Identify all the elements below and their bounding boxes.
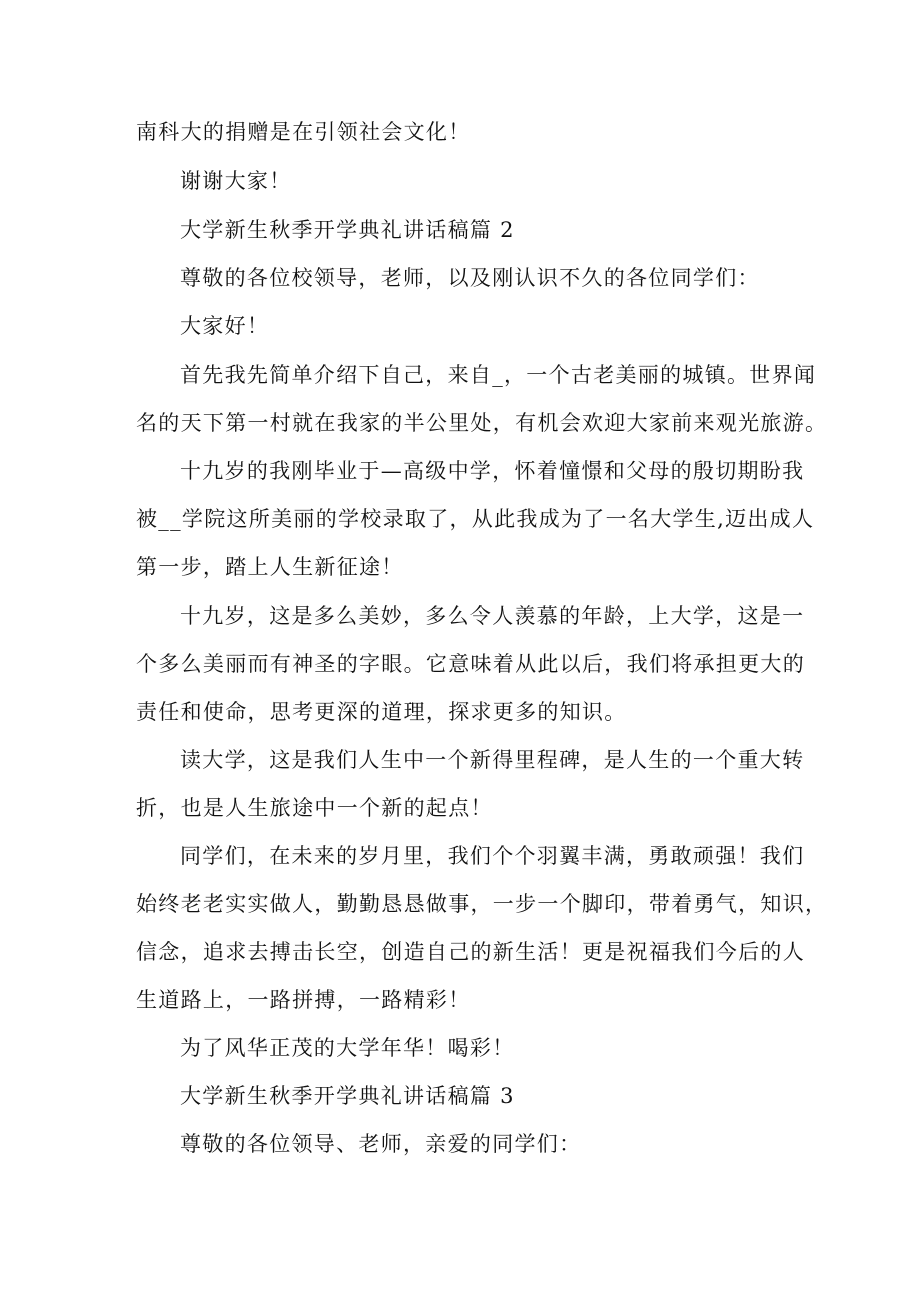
paragraph-line: 始终老老实实做人，勤勤恳恳做事，一步一个脚印，带着勇气，知识， — [136, 892, 828, 916]
paragraph-line: 被__学院这所美丽的学校录取了，从此我成为了一名大学生,迈出成人 — [136, 507, 815, 531]
paragraph-line: 折，也是人生旅途中一个新的起点！ — [136, 796, 493, 820]
salutation: 尊敬的各位领导、老师，亲爱的同学们： — [180, 1132, 582, 1156]
greeting: 大家好！ — [180, 314, 270, 338]
paragraph-line: 十九岁的我刚毕业于—高级中学，怀着憧憬和父母的殷切期盼我 — [180, 459, 805, 483]
paragraph-line: 生道路上，一路拼搏，一路精彩！ — [136, 988, 471, 1012]
paragraph-line: 为了风华正茂的大学年华！喝彩！ — [180, 1036, 515, 1060]
paragraph-line: 个多么美丽而有神圣的字眼。它意味着从此以后，我们将承担更大的 — [136, 652, 805, 676]
paragraph-line: 读大学，这是我们人生中一个新得里程碑，是人生的一个重大转 — [180, 748, 805, 772]
section-heading: 大学新生秋季开学典礼讲话稿篇 2 — [180, 218, 515, 242]
salutation: 尊敬的各位校领导，老师，以及刚认识不久的各位同学们： — [180, 266, 760, 290]
paragraph-line: 名的天下第一村就在我家的半公里处，有机会欢迎大家前来观光旅游。 — [136, 411, 828, 435]
paragraph-line: 谢谢大家！ — [180, 169, 292, 193]
paragraph-line: 信念，追求去搏击长空，创造自己的新生活！更是祝福我们今后的人 — [136, 940, 805, 964]
paragraph-line: 南科大的捐赠是在引领社会文化！ — [136, 120, 471, 144]
section-heading: 大学新生秋季开学典礼讲话稿篇 3 — [180, 1084, 515, 1108]
paragraph-line: 第一步，踏上人生新征途！ — [136, 555, 404, 579]
paragraph-line: 首先我先简单介绍下自己，来自_，一个古老美丽的城镇。世界闻 — [180, 363, 817, 387]
paragraph-line: 十九岁，这是多么美妙，多么令人羡慕的年龄，上大学，这是一 — [180, 604, 805, 628]
paragraph-line: 责任和使命，思考更深的道理，探求更多的知识。 — [136, 700, 627, 724]
paragraph-line: 同学们，在未来的岁月里，我们个个羽翼丰满，勇敢顽强！我们 — [180, 844, 805, 868]
